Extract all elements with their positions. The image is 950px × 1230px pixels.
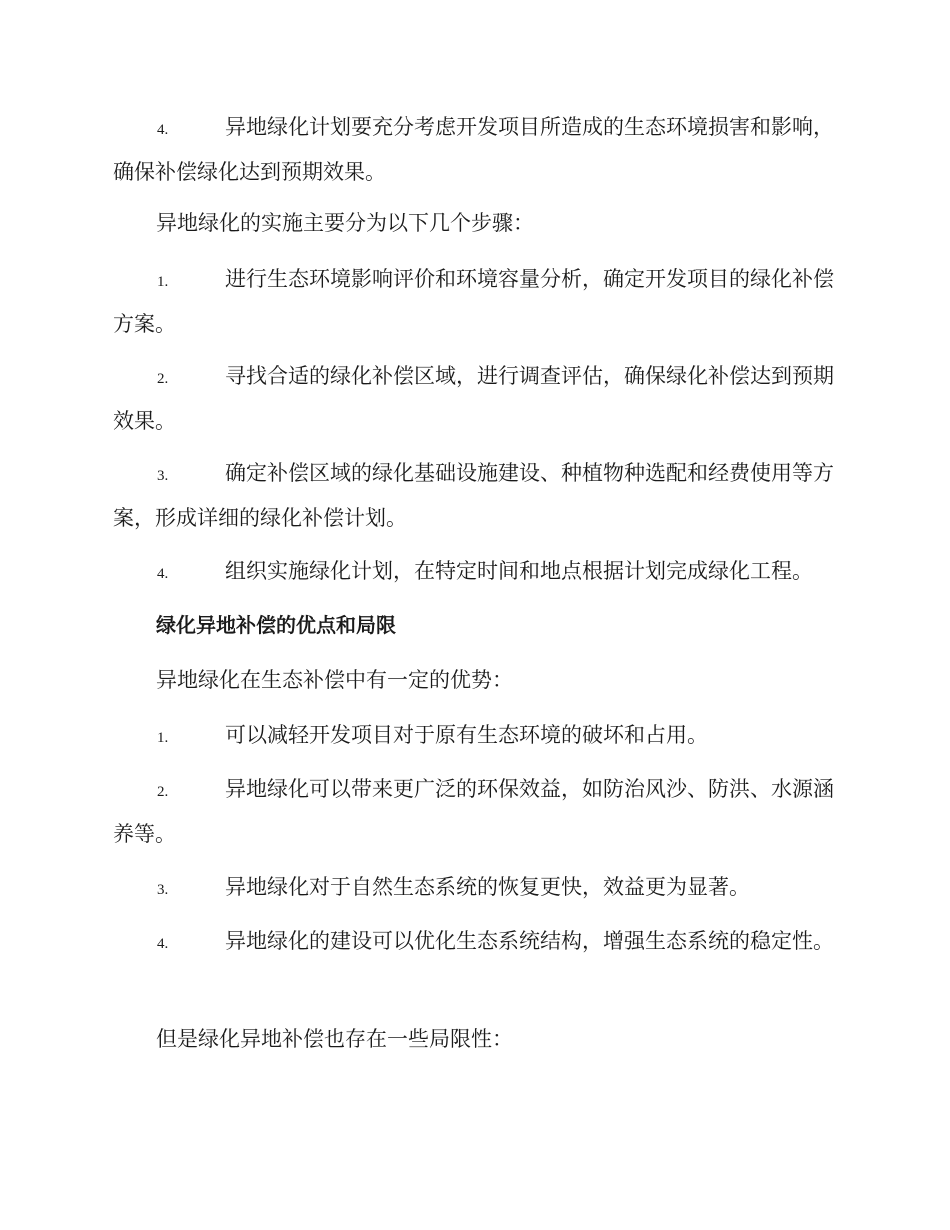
list-item: [113, 550, 835, 595]
list-text: 可以减轻开发项目对于原有生态环境的破坏和占用。: [225, 723, 708, 747]
list-item: [113, 866, 835, 911]
list-item: [113, 258, 835, 345]
list-number: 4.: [157, 936, 169, 952]
list-number: 2.: [157, 784, 169, 800]
list-text: 进行生态环境影响评价和环境容量分析，确定开发项目的绿化补偿方案。: [113, 267, 834, 336]
list-item: [113, 714, 835, 759]
paragraph: [113, 659, 835, 701]
paragraph-text: 但是绿化异地补偿也存在一些局限性：: [156, 1027, 513, 1051]
list-text: 异地绿化的建设可以优化生态系统结构，增强生态系统的稳定性。: [225, 929, 834, 953]
list-number: 1.: [157, 730, 169, 746]
list-number: 2.: [157, 371, 169, 387]
list-item: [113, 452, 835, 539]
list-text: 确定补偿区域的绿化基础设施建设、种植物种选配和经费使用等方案，形成详细的绿化补偿计划。: [113, 461, 834, 530]
paragraph: [113, 202, 835, 244]
list-text: 异地绿化计划要充分考虑开发项目所造成的生态环境损害和影响，确保补偿绿化达到预期效果。: [113, 115, 834, 184]
list-number: 4.: [157, 566, 169, 582]
list-item: [113, 768, 835, 855]
list-item: [113, 355, 835, 442]
section-heading-text: 绿化异地补偿的优点和局限: [156, 613, 396, 637]
list-number: 4.: [157, 122, 169, 138]
list-number: 1.: [157, 274, 169, 290]
list-item: [113, 920, 835, 965]
list-text: 寻找合适的绿化补偿区域，进行调查评估，确保绿化补偿达到预期效果。: [113, 364, 834, 433]
list-text: 异地绿化对于自然生态系统的恢复更快，效益更为显著。: [225, 875, 750, 899]
paragraph-text: 异地绿化的实施主要分为以下几个步骤：: [156, 211, 534, 235]
list-number: 3.: [157, 468, 169, 484]
paragraph-text: 异地绿化在生态补偿中有一定的优势：: [156, 668, 513, 692]
list-number: 3.: [157, 882, 169, 898]
list-text: 组织实施绿化计划，在特定时间和地点根据计划完成绿化工程。: [225, 559, 813, 583]
section-heading: [113, 604, 835, 646]
paragraph: [113, 1018, 835, 1060]
list-item: [113, 106, 835, 193]
list-text: 异地绿化可以带来更广泛的环保效益，如防治风沙、防洪、水源涵养等。: [113, 777, 834, 846]
